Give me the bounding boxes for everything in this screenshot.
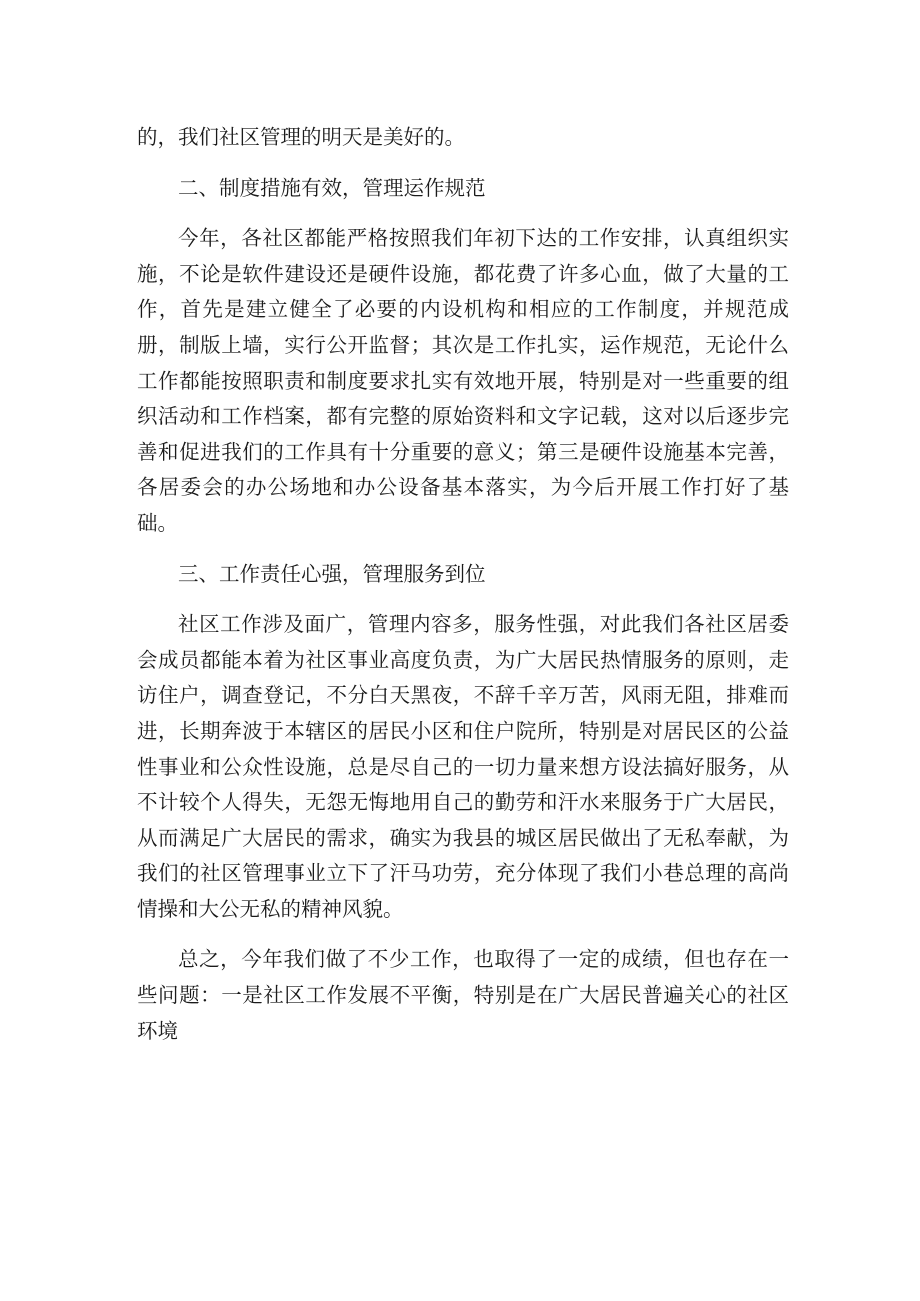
paragraph-responsibility: 社区工作涉及面广，管理内容多，服务性强，对此我们各社区居委会成员都能本着为社区事业高度负责，为广大居民热情服务的原则，走访住户，调查登记，不分白天黑夜，不辞千辛万苦，风雨无阻，排难而进，长期奔波于本辖区的居民小区和住户院所，特别是对居民区的公益性事业和公众性设施，总是尽自己的一切力量来想方设法搞好服务，从不计较个人得失，无怨无悔地用自己的勤劳和汗水来服务于广大居民，从而满足广大居民的需求，确实为我县的城区居民做出了无私奉献，为我们的社区管理事业立下了汗马功劳，充分体现了我们小巷总理的高尚情操和大公无私的精神风貌。 [137,612,789,921]
document-body [137,120,789,1049]
paragraph-system-measures: 今年，各社区都能严格按照我们年初下达的工作安排，认真组织实施，不论是软件建设还是硬件设施，都花费了许多心血，做了大量的工作，首先是建立健全了必要的内设机构和相应的工作制度，并规范成册，制版上墙，实行公开监督；其次是工作扎实，运作规范，无论什么工作都能按照职责和制度要求扎实有效地开展，特别是对一些重要的组织活动和工作档案，都有完整的原始资料和文字记载，这对以后逐步完善和促进我们的工作具有十分重要的意义；第三是硬件设施基本完善，各居委会的办公场地和办公设备基本落实，为今后开展工作打好了基础。 [137,226,789,535]
paragraph-gap [137,927,789,942]
section-heading-3: 三、工作责任心强，管理服务到位 [178,561,486,586]
paragraph-gap [137,206,789,221]
paragraph-gap [137,592,789,607]
paragraph-summary: 总之，今年我们做了不少工作，也取得了一定的成绩，但也存在一些问题：一是社区工作发展不平衡，特别是在广大居民普遍关心的社区环境 [137,947,789,1043]
paragraph-closing-line: 的，我们社区管理的明天是美好的。 [137,125,465,149]
section-heading-2: 二、制度措施有效，管理运作规范 [178,175,486,200]
paragraph-gap [137,542,789,557]
paragraph-gap [137,156,789,171]
